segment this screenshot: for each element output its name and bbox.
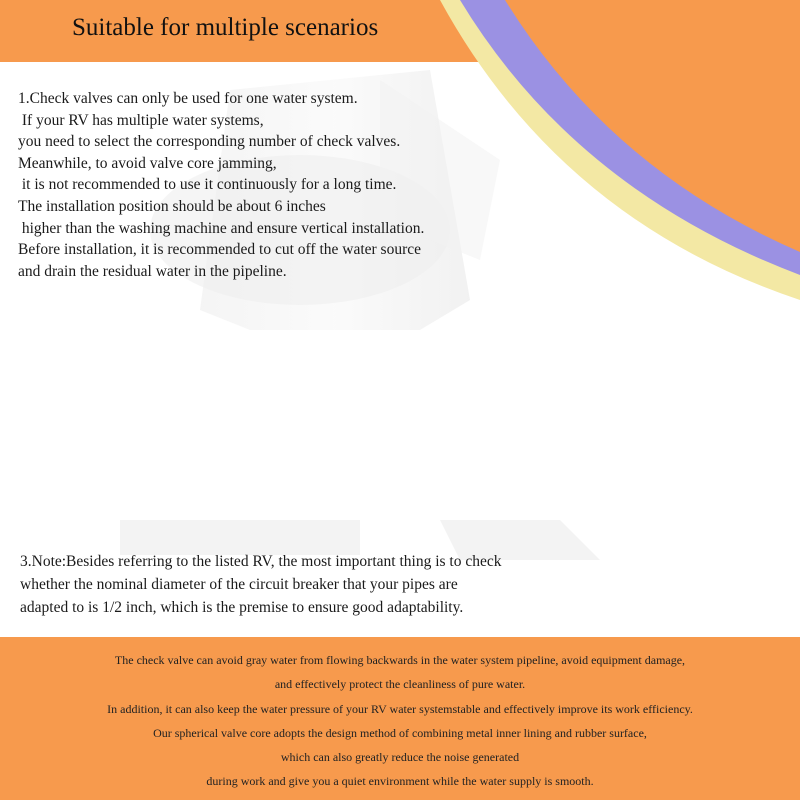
- page-title: Suitable for multiple scenarios: [72, 14, 379, 41]
- text-line: you need to select the corresponding number of check valves.: [18, 133, 401, 151]
- text-line: and drain the residual water in the pipeline.: [18, 262, 287, 280]
- text-line: The check valve can avoid gray water from flowing backwards in the water system pipeline, avoid equipment damage,: [114, 653, 686, 667]
- text-line: If your RV has multiple water systems,: [18, 111, 264, 129]
- text-line: during work and give you a quiet environment while the water supply is smooth.: [206, 774, 594, 789]
- text-line: 1.Check valves can only be used for one water system.: [18, 90, 358, 107]
- text-line: and effectively protect the cleanliness of pure water.: [274, 677, 526, 692]
- section-3-note: [20, 550, 720, 619]
- text-line: In addition, it can also keep the water pressure of your RV water systemstable and effectively improve its work efficiency.: [107, 701, 693, 716]
- text-line: 3.Note:Besides referring to the listed RV, the most important thing is to check: [20, 553, 502, 570]
- section-1-text: [18, 88, 578, 282]
- text-line: Before installation, it is recommended to cut off the water source: [18, 241, 422, 259]
- text-line: adapted to is 1/2 inch, which is the premise to ensure good adaptability.: [20, 599, 464, 616]
- text-line: which can also greatly reduce the noise generated: [280, 750, 520, 765]
- footer-description: [0, 648, 800, 794]
- text-line: higher than the washing machine and ensure vertical installation.: [18, 219, 425, 237]
- text-line: Our spherical valve core adopts the design method of combining metal inner lining and rubber surface,: [153, 725, 647, 740]
- text-line: The installation position should be about 6 inches: [18, 197, 326, 215]
- text-line: whether the nominal diameter of the circuit breaker that your pipes are: [20, 576, 458, 593]
- text-line: it is not recommended to use it continuously for a long time.: [18, 176, 397, 194]
- text-line: Meanwhile, to avoid valve core jamming,: [18, 154, 277, 172]
